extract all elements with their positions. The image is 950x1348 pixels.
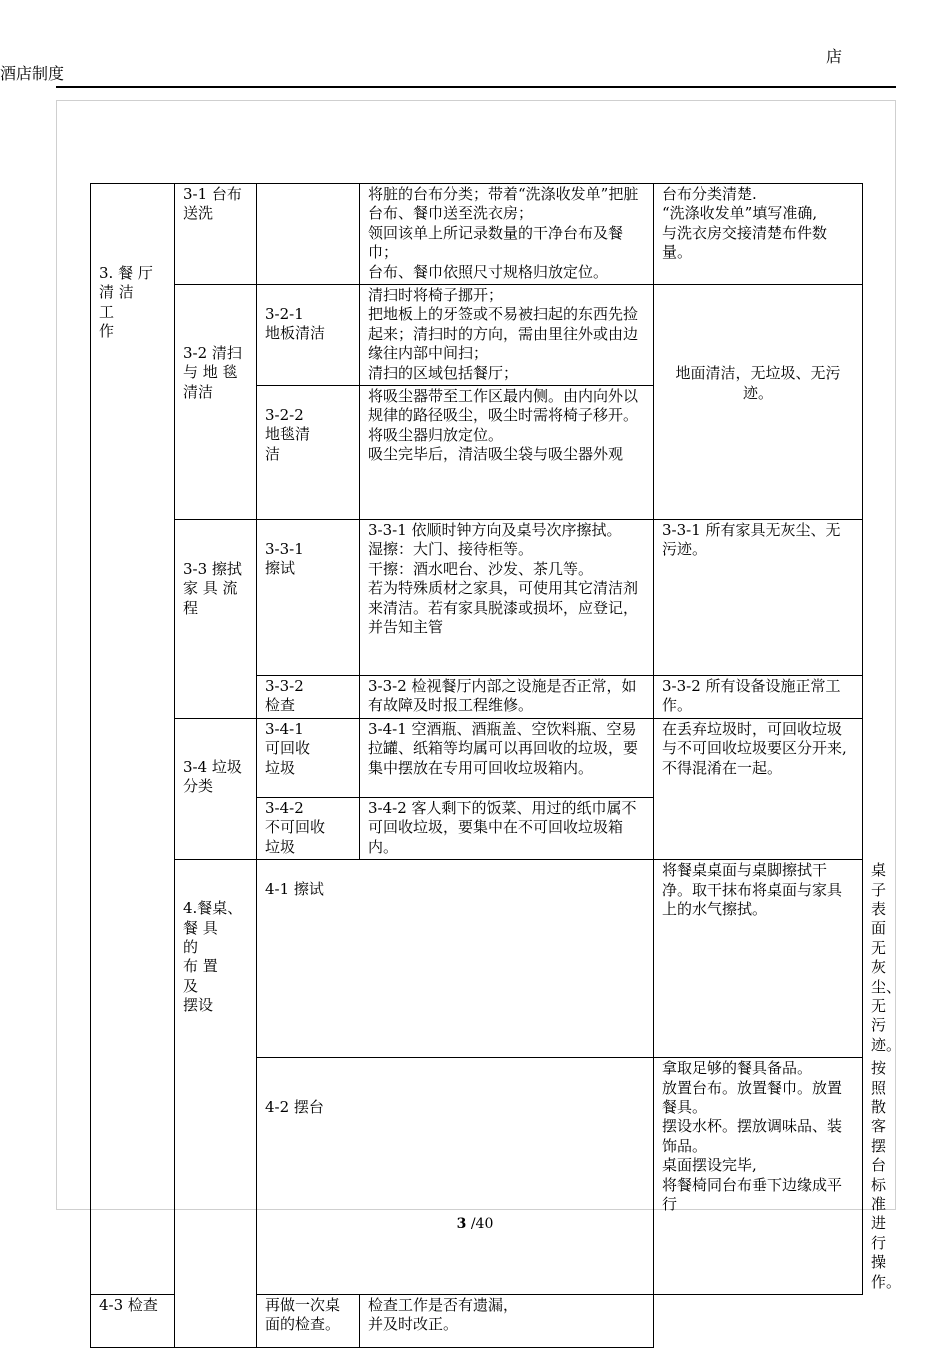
table-row: 4.餐桌、 餐 具 的 布 置 及 摆设 4-1 擦试 将餐桌桌面与桌脚擦拭干净。取干抹布将桌面与家具上的水气擦拭。 桌子表面无灰尘、无污迹。 (91, 860, 863, 1058)
header-right-text: 店 (826, 47, 843, 66)
item-3-4-2: 3-4-2 不可回收 垃圾 (257, 797, 360, 859)
page-current: 3 (456, 1216, 467, 1232)
item-3-3-1 (257, 520, 360, 676)
sub-4-3: 4-3 检查 (91, 1295, 257, 1348)
sub-3-3 (175, 520, 257, 719)
item-3-2-2 (257, 386, 360, 520)
procedure-table (90, 183, 902, 1348)
proc-3-3-1: 3-3-1 依顺时钟方向及桌号次序擦拭。 湿擦：大门、接待柜等。 干擦：酒水吧台、沙发、茶几等。 若为特殊质材之家具，可使用其它清洁剂来清洁。若有家具脱漆或损坏，应登记， 并告知主管 (360, 520, 654, 676)
sub-4-1-text: 4-1 擦试 (265, 880, 324, 899)
std-3-4: 在丢弃垃圾时，可回收垃圾与不可回收垃圾要区分开来, 不得混淆在一起。 (654, 718, 863, 859)
std-3-3-2: 3-3-2 所有设备设施正常工作。 (654, 676, 863, 719)
item-3-4-1: 3-4-1 可回收 垃圾 (257, 718, 360, 797)
std-3-2 (654, 285, 863, 520)
sub-4-2-text: 4-2 摆台 (265, 1098, 324, 1117)
proc-4-2: 拿取足够的餐具备品。 放置台布。放置餐巾。放置餐具。 摆设水杯。摆放调味品、装饰品。 桌面摆设完毕, 将餐椅同台布垂下边缘成平行 (654, 1058, 863, 1295)
proc-4-3: 再做一次桌面的检查。 (257, 1295, 360, 1348)
std-3-3-1: 3-3-1 所有家具无灰尘、无污迹。 (654, 520, 863, 676)
page-number (0, 1216, 950, 1232)
item-3-2-1-text: 3-2-1 地板清洁 (265, 305, 326, 343)
page-total: /40 (466, 1216, 494, 1232)
sub-3-2 (175, 285, 257, 520)
item-3-1-empty (257, 184, 360, 285)
section-3-title-text: 3. 餐 厅 清 洁 工 作 (99, 264, 153, 341)
sub-3-4 (175, 718, 257, 859)
item-3-3-1-text: 3-3-1 擦试 (265, 540, 304, 578)
table-row (91, 520, 863, 676)
std-3-1: 台布分类清楚. “洗涤收发单”填写准确, 与洗衣房交接清楚布件数量。 (654, 184, 863, 285)
table-row: 4-2 摆台 拿取足够的餐具备品。 放置台布。放置餐巾。放置餐具。 摆设水杯。摆放调味品、装饰品。 桌面摆设完毕, 将餐椅同台布垂下边缘成平行 按照散客摆台标准进行操作。 (91, 1058, 863, 1295)
item-3-3-2: 3-3-2 检查 (257, 676, 360, 719)
proc-3-4-1: 3-4-1 空酒瓶、酒瓶盖、空饮料瓶、空易拉罐、纸箱等均属可以再回收的垃圾，要 集中摆放在专用可回收垃圾箱内。 (360, 718, 654, 797)
section-4-title (175, 860, 257, 1348)
proc-3-4-2: 3-4-2 客人剩下的饭菜、用过的纸巾属不可回收垃圾，要集中在不可回收垃圾箱内。 (360, 797, 654, 859)
std-4-3: 检查工作是否有遗漏， 并及时改正。 (360, 1295, 654, 1348)
sub-3-1: 3-1 台布 送洗 (175, 184, 257, 285)
proc-3-1: 将脏的台布分类；带着“洗涤收发单”把脏台布、餐巾送至洗衣房； 领回该单上所记录数量的干净台布及餐巾； 台布、餐巾依照尺寸规格归放定位。 (360, 184, 654, 285)
proc-4-1: 将餐桌桌面与桌脚擦拭干净。取干抹布将桌面与家具上的水气擦拭。 (654, 860, 863, 1058)
item-3-2-1 (257, 285, 360, 386)
sub-3-4-text: 3-4 垃圾 分类 (183, 757, 242, 796)
sub-4-1 (257, 860, 654, 1058)
sub-3-2-text: 3-2 清扫 与 地 毯 清洁 (183, 344, 242, 401)
proc-3-2-2: 将吸尘器带至工作区最内侧。由内向外以规律的路径吸尘，吸尘时需将椅子移开。 将吸尘器归放定位。 吸尘完毕后，清洁吸尘袋与吸尘器外观 (360, 386, 654, 520)
std-3-2-text: 地面清洁，无垃圾、无污迹。 (675, 364, 841, 402)
table-row (91, 1295, 863, 1348)
header-rule (56, 86, 896, 88)
table-row (91, 184, 863, 285)
proc-3-2-1: 清扫时将椅子挪开； 把地板上的牙签或不易被扫起的东西先捡起来；清扫时的方向，需由里往外或由边缘往内部中间扫； 清扫的区域包括餐厅； (360, 285, 654, 386)
section-4-title-text: 4.餐桌、 餐 具 的 布 置 及 摆设 (183, 899, 243, 1015)
table-row (91, 285, 863, 386)
section-3-title (91, 184, 175, 1295)
proc-3-3-2: 3-3-2 检视餐厅内部之设施是否正常，如有故障及时报工程维修。 (360, 676, 654, 719)
header-title: 酒店制度 (0, 64, 65, 83)
sub-3-3-text: 3-3 擦拭 家 具 流 程 (183, 560, 242, 617)
table-row (91, 718, 863, 797)
item-3-2-2-text: 3-2-2 地毯清 洁 (265, 406, 311, 463)
sub-4-2 (257, 1058, 654, 1295)
